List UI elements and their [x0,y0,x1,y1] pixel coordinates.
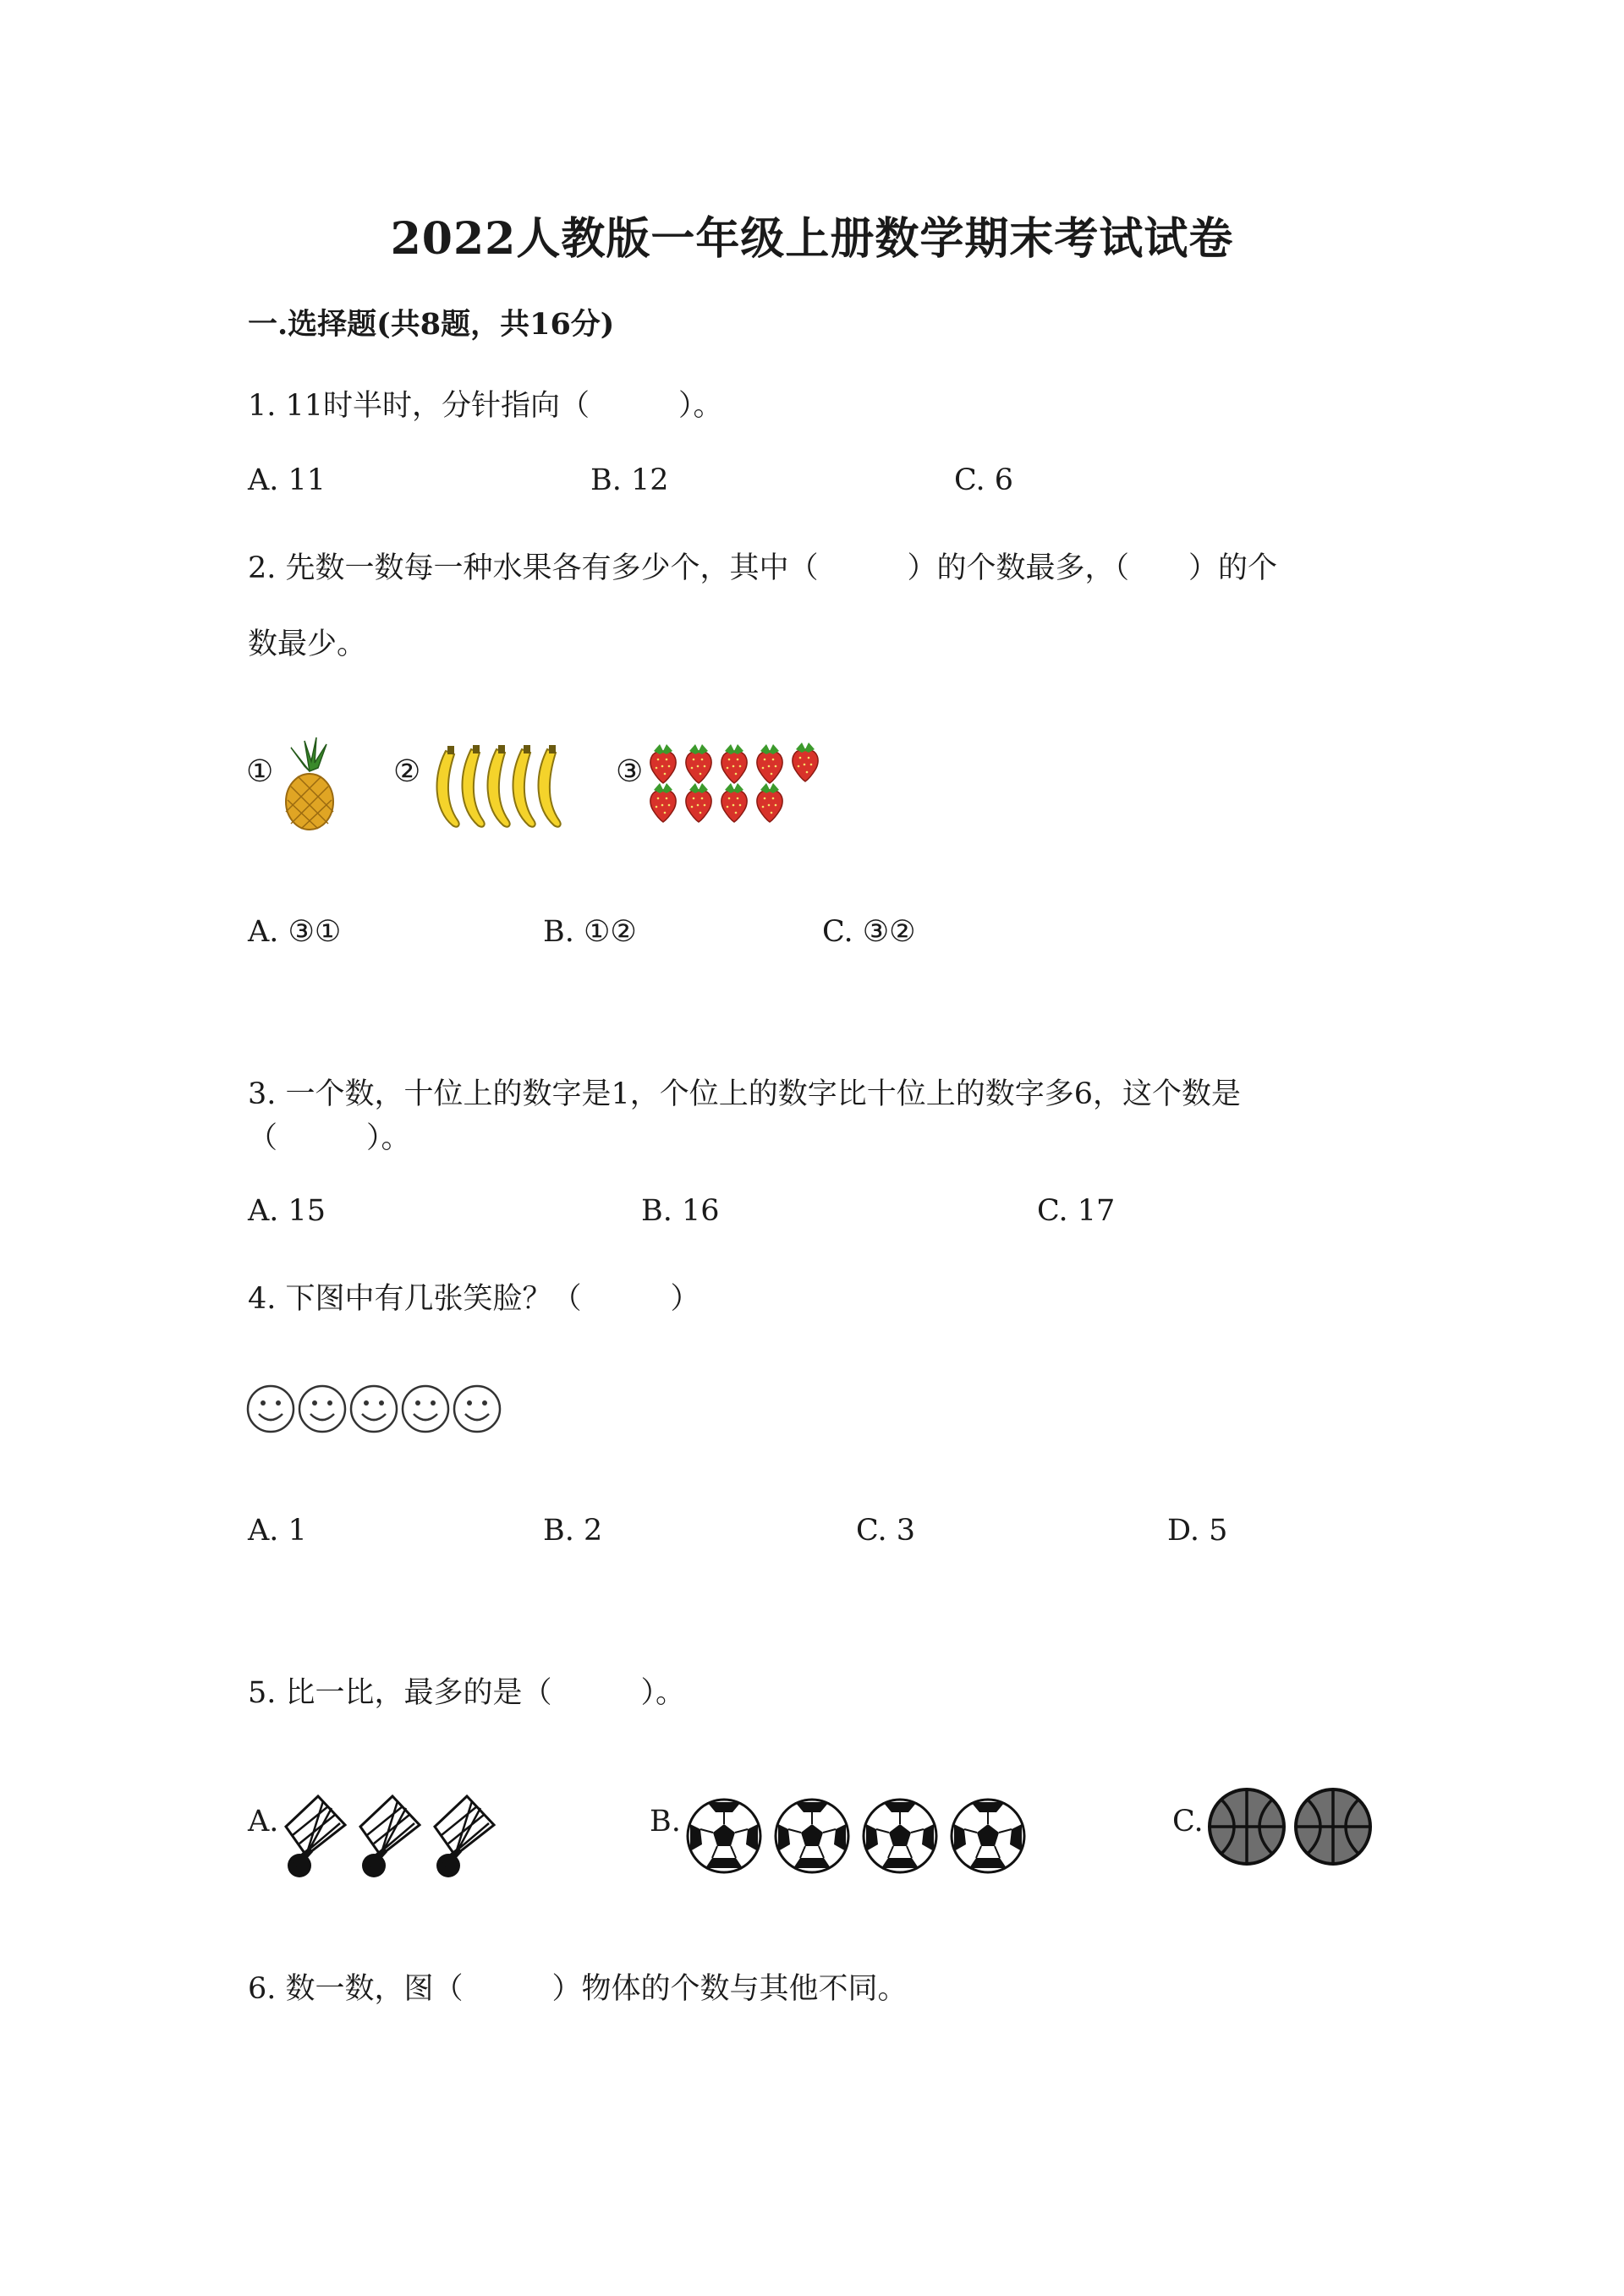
q4-option-b: B. 2 [543,1514,603,1548]
question-5-text: 5. 比一比，最多的是（ ）。 [248,1676,686,1710]
q2-option-b: B. ①② [543,915,637,949]
basketball-icon [1210,1789,1284,1864]
q3-option-b: B. 16 [641,1194,720,1228]
smiley-face-icon [403,1386,448,1432]
soccer-ball-icon [688,1800,760,1872]
question-3-text-line1: 3. 一个数，十位上的数字是1，个位上的数字比十位上的数字多6，这个数是 [248,1077,1242,1111]
basketball-icon [1296,1789,1370,1864]
q5-option-b-label: B. [650,1805,681,1838]
shuttlecock-icon [286,1796,345,1877]
q5-option-c-label: C. [1172,1805,1204,1838]
strawberry-group-icon [646,743,829,827]
smiley-face-icon [248,1386,294,1432]
section-heading: 一.选择题(共8题，共16分) [248,307,615,342]
fruit-label-1: ① [246,754,274,789]
q1-option-a: A. 11 [248,463,326,497]
smiley-face-icon [299,1386,345,1432]
q4-option-d: D. 5 [1167,1514,1228,1548]
smiley-face-icon [351,1386,397,1432]
banana-bunch-icon [427,743,571,831]
smiley-face-icon [454,1386,500,1432]
shuttlecock-group [279,1786,516,1879]
question-3-text-line2: （ ）。 [248,1121,411,1155]
shuttlecock-icon [360,1796,420,1877]
question-2-text-line2: 数最少。 [248,627,367,661]
q3-option-c: C. 17 [1037,1194,1116,1228]
fruit-label-2: ② [393,754,421,789]
question-4-text: 4. 下图中有几张笑脸？（ ） [248,1282,700,1316]
shuttlecock-icon [435,1796,494,1877]
page-title: 2022人教版一年级上册数学期末考试试卷 [390,213,1234,265]
q1-option-b: B. 12 [590,463,669,497]
q5-option-a-label: A. [248,1805,279,1838]
question-6-text: 6. 数一数，图（ ）物体的个数与其他不同。 [248,1972,908,2006]
smiley-faces-row [245,1384,508,1434]
question-1-text: 1. 11时半时，分针指向（ ）。 [248,389,723,423]
fruit-label-3: ③ [616,754,644,789]
pineapple-icon [279,736,340,830]
q2-option-a: A. ③① [248,915,342,949]
basketball-group [1204,1786,1380,1867]
q4-option-a: A. 1 [248,1514,307,1548]
q1-option-c: C. 6 [954,463,1014,497]
q2-option-c: C. ③② [822,915,916,949]
soccer-ball-group [683,1796,1039,1876]
soccer-ball-icon [952,1800,1024,1872]
soccer-ball-icon [864,1800,936,1872]
soccer-ball-icon [776,1800,848,1872]
q3-option-a: A. 15 [248,1194,326,1228]
question-2-text-line1: 2. 先数一数每一种水果各有多少个，其中（ ）的个数最多，（ ）的个 [248,551,1278,585]
q4-option-c: C. 3 [856,1514,916,1548]
